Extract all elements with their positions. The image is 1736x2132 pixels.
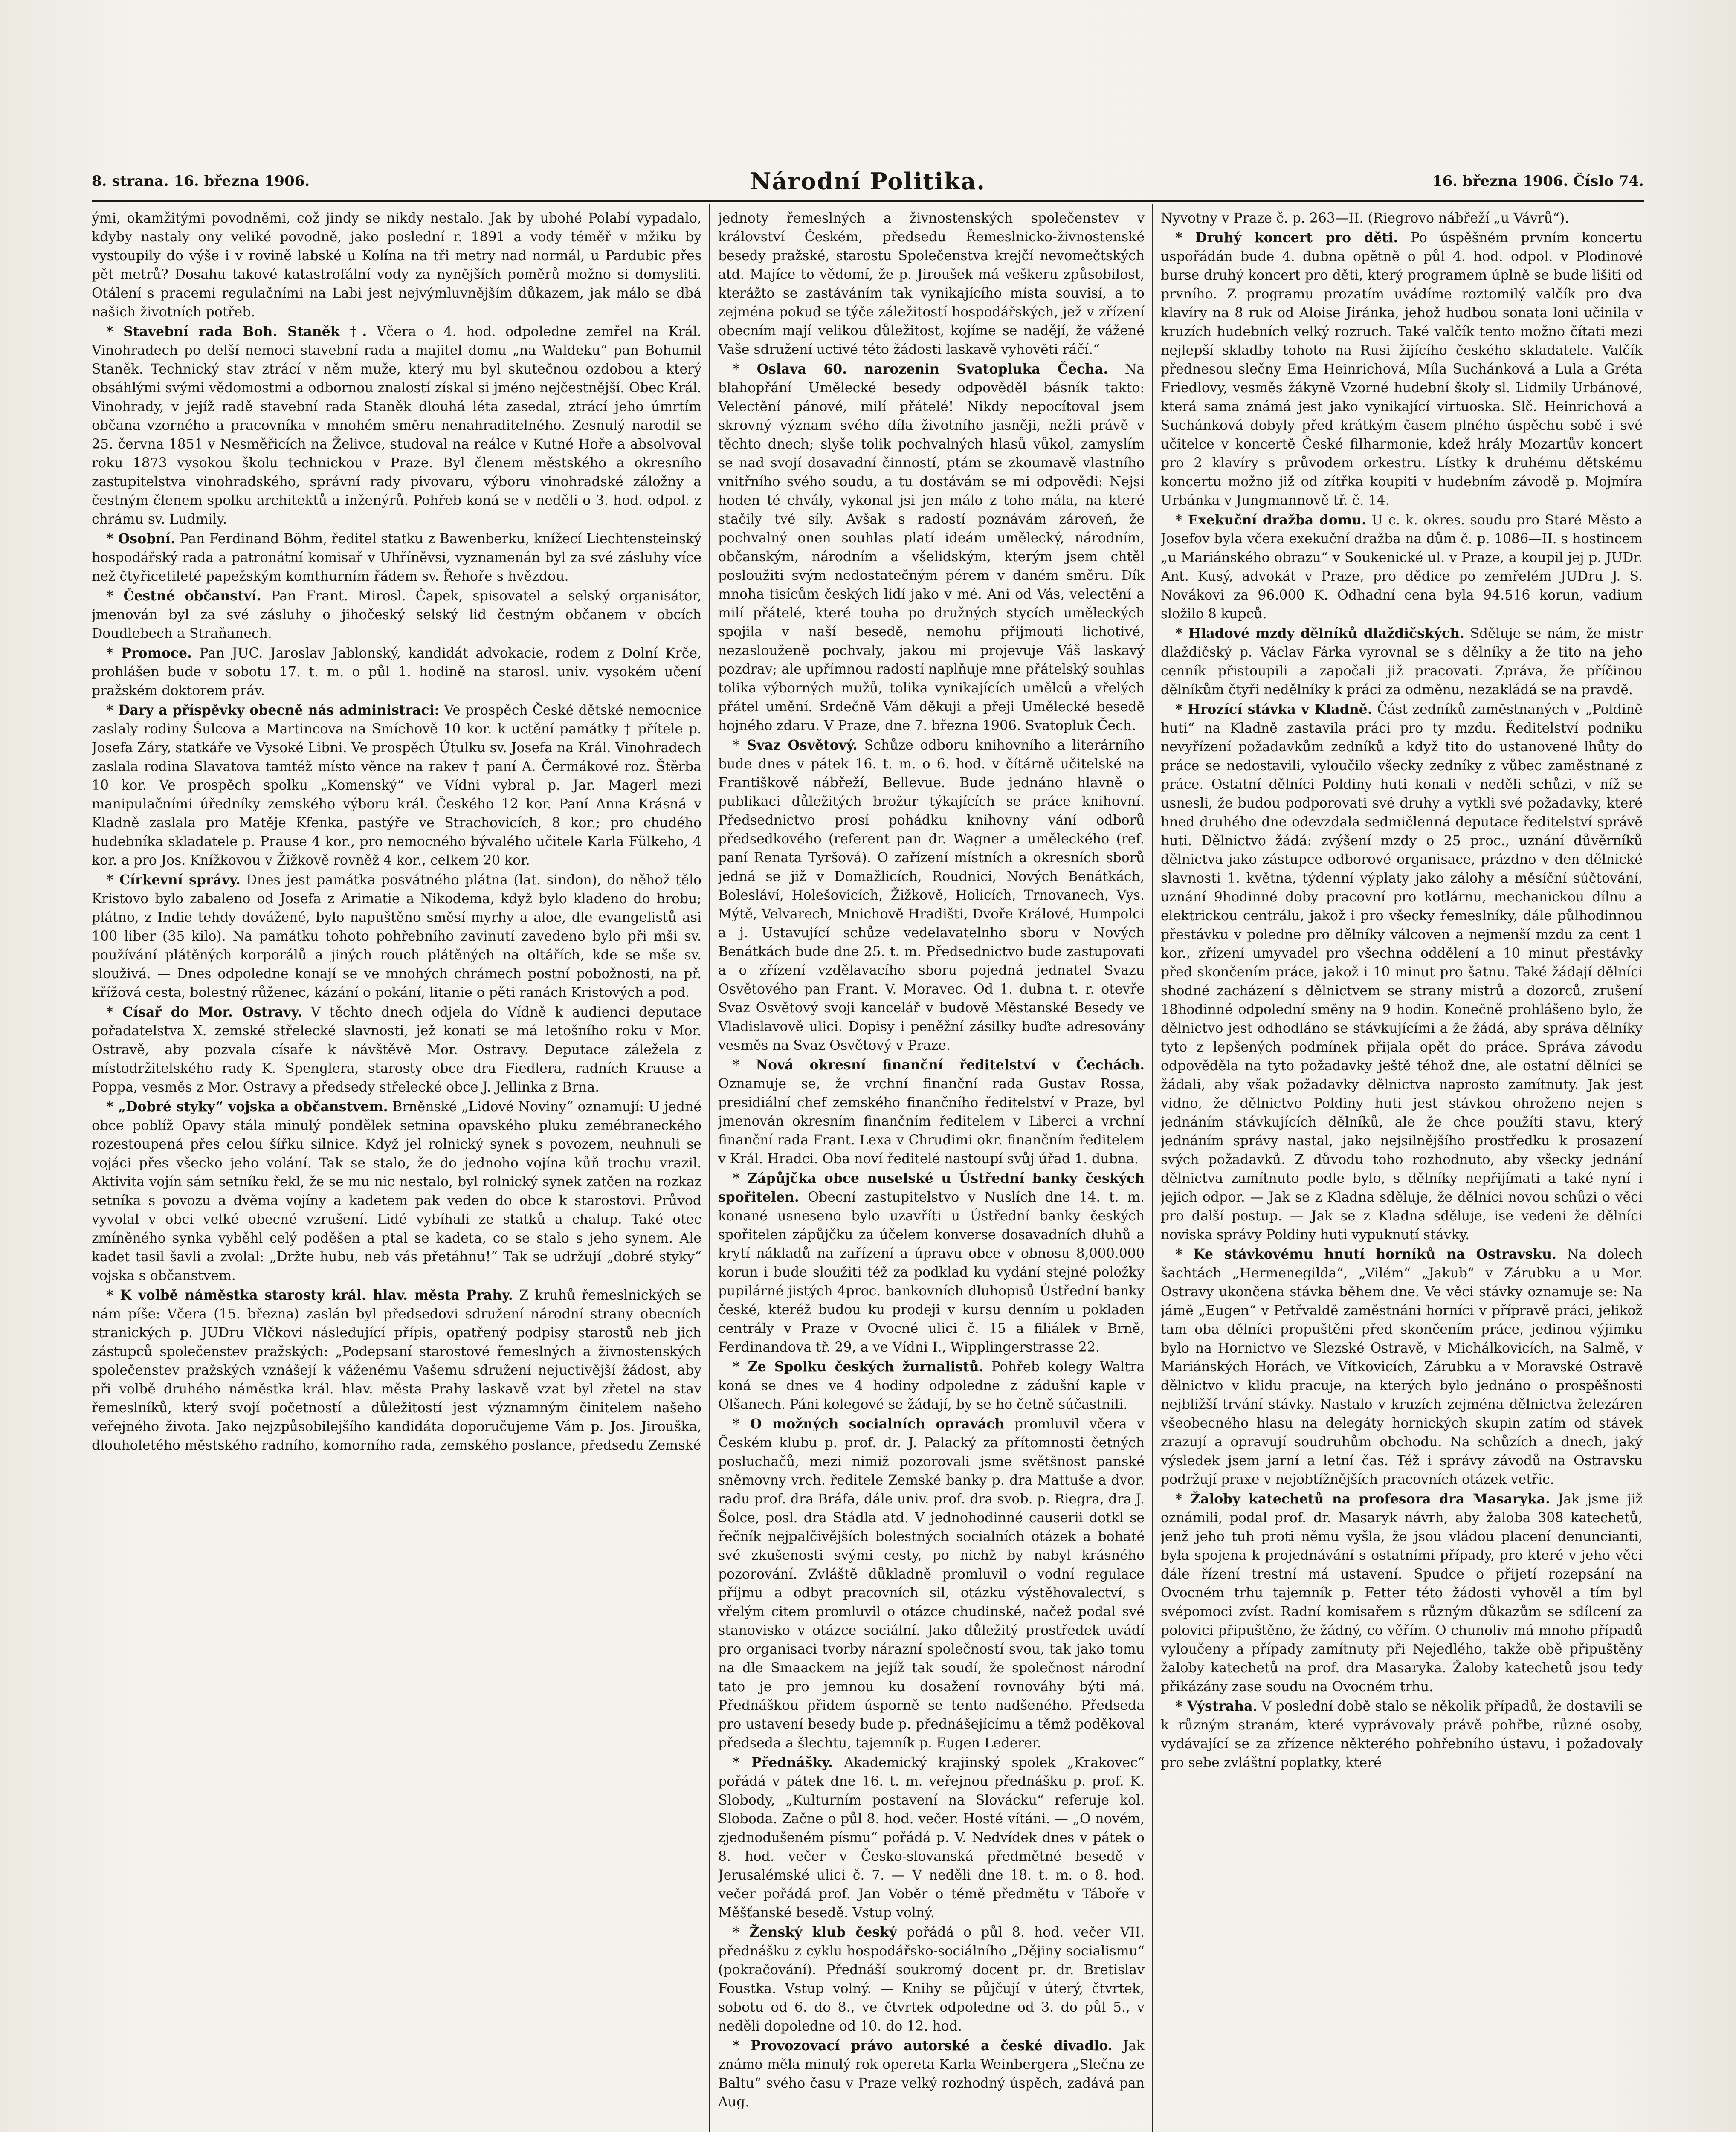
article-text: Nyvotny v Praze č. p. 263—II. (Riegrovo nábřeží „u Vávrů“). — [1161, 211, 1569, 226]
page-header — [92, 164, 1644, 198]
article-heading: * Hladové mzdy dělníků dlaždičských. — [1175, 626, 1465, 641]
article-paragraph — [1161, 1245, 1643, 1489]
article-text: Pan Ferdinand Böhm, ředitel statku z Bawenberku, knížecí Liechtensteinský hospodářský rada a patronátní komisař v Uhříněvsi, vyznamenán byl za své zásluhy více než čtyřicetileté papežským komthurním řádem sv. Řehoře s hvězdou. — [92, 531, 701, 584]
article-text: Oznamuje se, že vrchní finanční rada Gustav Rossa, presidiální chef zemského finančního ředitelství v Praze, byl jmenován okresním finančním ředitelem v Liberci a vrchní finanční rada Frant. Lexa v Chrudimi okr. finančním ředitelem v Král. Hradci. Oba noví ředitelé nastoupí svůj úřad 1. dubna. — [718, 1076, 1145, 1167]
article-paragraph — [92, 701, 701, 870]
article-text: promluvil včera v Českém klubu p. prof. dr. J. Palacký za přítomnosti četných posluchačů, mezi nimiž pozorovali jsme světšnost panské sněmovny vrch. ředitele Zemské banky p. dra Mattuše a dvor. radu prof. dra Bráfa, dále univ. prof. dra svob. p. Riegra, dra J. Šolce, posl. dra Stádla atd. V jednohodinné causerii dotkl se řečník nejpalčivějších bolestných socialních otázek a bohaté své zkušenosti svými cesty, po nichž by nabyl krásného pozorování. Zvláště důkladně promluvil o vodní regulace příjmu a odbyt pracovních sil, otázku výstěhovalectví, s vřelým citem promluvil o otázce chudinské, načež podal své stanovisko v otázce sociální. Jako důležitý prostředek uvádí pro organisaci tvorby nárazní společností svou, tak jako tomu na dle Smaackem na jejíž tak soudí, že společnost národní tato je pro jemnou ku dosažení rovnováhy býti má. Přednáškou přidem úsporně se tento nadšeného. Předseda pro ustavení besedy bude p. přednášejícímu a těmž poděkoval předseda a šlechtu, tajemník p. Eugen Lederer. — [718, 1417, 1145, 1751]
article-paragraph — [1161, 229, 1643, 510]
article-heading: * Osobní. — [106, 531, 175, 547]
article-paragraph — [92, 322, 701, 529]
article-paragraph — [718, 1056, 1145, 1168]
article-paragraph — [718, 736, 1145, 1055]
article-text: Dnes jest památka posvátného plátna (lat. sindon), do něhož tělo Kristovo bylo zabaleno od Josefa z Arimatie a Nikodema, když bylo kladeno do hrobu; plátno, z Indie tehdy dovážené, bylo napuštěno směsí myrhy a aloe, dle evangelistů asi 100 liber (35 kilo). Na památku tohoto pohřebního zavinutí zavedeno bylo při mši sv. používání plátěných korporálů a jiných rouch plátěných na oltářích, kde se mše sv. slouživá. — Dnes odpoledne konají se ve mnohých chrámech postní pobožnosti, na př. křížová cesta, bolestný růženec, kázání o pokání, litanie o pěti ranách Kristových a pod. — [92, 872, 701, 1000]
article-text: Po úspěšném prvním koncertu uspořádán bude 4. dubna opětně o půl 4. hod. odpol. v Plodinové burse druhý koncert pro děti, který programem úplně se bude lišiti od prvního. Z programu prozatím uvádíme roztomilý valčík pro dva klavíry na 8 ruk od Aloise Jiránka, jehož hudbou sonata loni učinila v kruzích hudebních velký rozruch. Také valčík tento možno čítati mezi nejlepší skladby tohoto na Rusi žijícího českého skladatele. Valčík přednesou slečny Ema Heinrichová, Míla Suchánková a Lula a Gréta Friedlovy, vesměs žákyně Vzorné hudební školy sl. Lidmily Urbánové, která sama známá jest jako vynikající virtuoska. Slč. Heinrichová a Suchánková dobyly před krátkým časem plného úspěchu sobě i své učitelce v koncertě České filharmonie, kdež hrály Mozartův koncert pro 2 klavíry s průvodem orkestru. Lístky k druhému dětskému koncertu možno již od zítřka koupiti v hudebním závodě p. Mojmíra Urbánka v Jungmannově tř. č. 14. — [1161, 230, 1643, 508]
article-heading: * Zápůjčka obce nuselské u Ústřední banky českých spořitelen. — [718, 1170, 1145, 1205]
article-heading: * Exekuční dražba domu. — [1175, 512, 1367, 528]
column-1 — [92, 209, 701, 2132]
newspaper-title: Národní Politika. — [750, 168, 985, 195]
article-heading: * Ze Spolku českých žurnalistů. — [733, 1359, 984, 1375]
article-paragraph — [718, 1358, 1145, 1414]
article-text: Obecní zastupitelstvo v Nuslích dne 14. t. m. konané usneseno bylo uzavříti u Ústřední banky českých spořitelen zápůjčku za účelem konverse dosavadních dluhů a krytí nákladů na zařízení a úpravu obce v obnosu 8,000.000 korun i bude sloužiti též za podklad ku vydání stejné položky pupilárné jistých 4proc. bankovních dluhopisů Ústřední banky české, kteréž budou ku prodeji v kursu denním u pokladen centrály v Praze v Ovocné ulici č. 15 a filiálek v Brně, Ferdinandova tř. 29, a ve Vídni I., Wipplingerstrasse 22. — [718, 1190, 1145, 1355]
article-paragraph — [718, 1753, 1145, 1922]
article-heading: * Ke stávkovému hnutí horníků na Ostravsku. — [1175, 1246, 1557, 1262]
article-text: Na blahopřání Umělecké besedy odpověděl básník takto: Velectění pánové, milí přátelé! Nikdy nepocítoval jsem skrovný význam svého díla životního jasněji, nežli právě v těchto dnech; slyše tolik pochvalných hlasů vůkol, zamyslím se nad svojí dosavadní činností, ptám se zkoumavě vlastního vnitřního svého soudu, a tu dostávám se mi odpovědi: Nejsi hoden té chvály, vykonal jsi jen málo z toho mála, na které stačily tvé síly. Avšak s radostí poznávám zároveň, že pochvalný onen souhlas platí ideám umělecký, národním, občanským, národním a všelidským, kterým jsem chtěl posloužiti svým nedostatečným pérem v daném směru. Dík mnoha tisícům českých lidí jako v mé. Ani od Vás, velectění a milí přátelé, které touha po družných stycích uměleckých spojila v naší besedě, nemohu přijmouti lichotivé, nezaslouženě pochvaly, jakou mi projevuje Váš laskavý pozdrav; ale upřímnou radostí naplňuje mne přátelský souhlas tolika výborných mužů, tolika vynikajících umělců a vřelých přátel umění. Srdečně Vám děkuji a přeji Umělecké besedě hojného zdaru. V Praze, dne 7. března 1906. Svatopluk Čech. — [718, 362, 1145, 733]
column-divider — [709, 204, 710, 2132]
article-paragraph — [1161, 1697, 1643, 1772]
article-text: Sděluje se nám, že mistr dlaždičský p. Václav Fárka vyrovnal se s dělníky a že tito na jeho cenník přistoupili a započali již pracovati. Zpráva, že příčinou dělníkům čtyři nedělníky k práci za odměnu, nezakládá se na pravdě. — [1161, 626, 1643, 698]
article-paragraph — [92, 209, 701, 322]
article-heading: * Církevní správy. — [106, 872, 241, 888]
article-paragraph — [718, 2036, 1145, 2112]
article-heading: * Hrozící stávka v Kladně. — [1175, 701, 1372, 717]
issue-number: 16. března 1906. Číslo 74. — [1432, 173, 1644, 190]
article-heading: * Dary a příspěvky obecně nás administraci: — [106, 702, 440, 718]
article-heading: * Oslava 60. narozenin Svatopluka Čecha. — [733, 361, 1108, 377]
article-paragraph — [718, 209, 1145, 359]
article-heading: * Druhý koncert pro děti. — [1175, 230, 1398, 246]
column-2 — [718, 209, 1145, 2132]
article-heading: * Svaz Osvětový. — [733, 737, 858, 753]
article-paragraph — [1161, 209, 1643, 228]
article-heading: * Promoce. — [106, 645, 192, 661]
article-paragraph — [718, 1415, 1145, 1753]
article-paragraph — [92, 1003, 701, 1097]
article-text: V poslední době stalo se několik případů, že dostavili se k různým stranám, které vyprávovaly právě pohřbe, různé osoby, vydávající se za zřízence některého pohřebního ústavu, i požadovaly pro sebe zvláštní poplatky, které — [1161, 1699, 1643, 1770]
article-text: Z kruhů řemeslnických se nám píše: Včera (15. března) zaslán byl předsedovi sdružení národní strany obecních stranických p. JUDru Vlčkovi následující přípis, opatřený podpisy starostů neb jich zástupců společenstev pražských: „Podepsaní starostové řemeslných a živnostenských společenstev pražských vznášejí k váženému Vašemu sdružení nejuctivější žádost, aby při volbě druhého náměstka král. hlav. města Prahy laskavě vzat byl zřetel na stav řemeslníků, který svojí početností a důležitostí jest významným činitelem našeho veřejného života. Jako nejzpůsobilejšího kandidáta doporučujeme Vám p. Jos. Jirouška, dlouholetého městského radního, komorního rada, zemského poslance, předsedu Zemské — [92, 1288, 701, 1453]
article-paragraph — [92, 644, 701, 700]
page-number-date: 8. strana. 16. března 1906. — [92, 173, 310, 190]
article-heading: * K volbě náměstka starosty král. hlav. města Prahy. — [106, 1287, 513, 1303]
article-text: Akademický krajinský spolek „Krakovec“ pořádá v pátek dne 16. t. m. veřejnou přednášku p. prof. K. Slobody, „Kulturním postavení na Slovácku“ referuje kol. Sloboda. Začne o půl 8. hod. večer. Hosté vítáni. — „O novém, zjednodušeném písmu“ pořádá p. V. Nedvídek dnes v pátek o 8. hod. večer v Česko-slovanská předmětné besedě v Jerusalémské ulici č. 7. — V neděli dne 18. t. m. o 8. hod. večer pořádá prof. Jan Voběr o témě předmětu v Táboře v Měšťanské besedě. Vstup volný. — [718, 1755, 1145, 1921]
article-heading: * Žaloby katechetů na profesora dra Masaryka. — [1175, 1491, 1551, 1507]
column-divider — [1152, 204, 1153, 2132]
article-paragraph — [1161, 511, 1643, 623]
article-text: pořádá o půl 8. hod. večer VII. přednášku z cyklu hospodářsko-sociálního „Dějiny socialismu“ (pokračování). Přednáší soukromý docent pr. dr. Bretislav Foustka. Vstup volný. — Knihy se půjčují v úterý, čtvrtek, sobotu od 6. do 8., ve čtvrtek odpoledne od 3. do půl 5., v neděli dopoledne od 10. do 12. hod. — [718, 1925, 1145, 2034]
article-text: Na dolech šachtách „Hermenegilda“, „Vilém“ „Jakub“ v Zárubku a u Mor. Ostravy ukončena stávka během dne. Ve věci stávky oznamuje se: Na jámě „Eugen“ v Petřvaldě zaměstnáni horníci v přípravě práci, jelikož tam oba dělníci propuštěni před skončením práce, jedinou výjimku bylo na Hornictvo ve Slezské Ostravě, v Michálkovicích, na Salmě, v Mariánských Horách, ve Vítkovicích, Zárubku a v Moravské Ostravě dělnictvo v klidu pracuje, na kterých bylo jednáno o prospěšnosti nejbližší trvání stávky. Nastalo v kruzích zejména dělnictva železáren všeobecného hlasu na delegáty hornických skupin zatím od stávek zrazují a opravují soudruhům obchodu. Na schůzích a dnech, jaký výsledek jsem jarní a letní čas. Též i správy závodů na Ostravsku podržují praxe v nejobtížnějších pracovních otázek vetřic. — [1161, 1247, 1643, 1487]
article-heading: * Provozovací právo autorské a české divadlo. — [733, 2038, 1113, 2054]
article-heading: * Nová okresní finanční ředitelství v Čechách. — [733, 1057, 1145, 1073]
article-text: Včera o 4. hod. odpoledne zemřel na Král. Vinohradech po delší nemoci stavební rada a majitel domu „na Waldeku“ pan Bohumil Staněk. Technický stav ztrácí v něm muže, který mu byl skutečnou ozdobou a který obsáhlými svými vědomostmi a odbornou znalostí získal si jméno nejčestnější. Obec Král. Vinohrady, v jejíž radě stavební rada Staněk dlouhá léta zasedal, ztrácí jeho úmrtím občana vzorného a pracovníka v mnohém směru nenahraditelného. Zesnulý narodil se 25. června 1851 v Nesměřicích na Želivce, studoval na reálce v Kutné Hoře a absolvoval roku 1873 vysokou školu technickou v Praze. Byl členem městského a okresního zastupitelstva vinohradského, správní rady pivovaru, výboru vinohradské záložny a čestným členem spolku architektů a inženýrů. Pohřeb koná se v neděli o 3. hod. odpol. z chrámu sv. Ludmily. — [92, 324, 701, 527]
article-paragraph — [92, 587, 701, 643]
article-heading: * Císař do Mor. Ostravy. — [106, 1004, 302, 1020]
article-paragraph — [92, 1098, 701, 1285]
article-heading: * Čestné občanství. — [106, 588, 261, 604]
article-heading: * Přednášky. — [733, 1755, 833, 1770]
article-text: V těchto dnech odjela do Vídně k audienci deputace pořadatelstva X. zemské střelecké slavnosti, jež konati se má letošního roku v Mor. Ostravě, aby pozvala císaře k návštěvě Mor. Ostravy. Deputace záležela z místodržitelského rady K. Spenglera, starosty obce dra Fiedlera, radních Krause a Poppa, vesměs z Mor. Ostravy a předsedy střelecké obce J. Jellinka z Brna. — [92, 1005, 701, 1095]
article-text: Ve prospěch České dětské nemocnice zaslaly rodiny Šulcova a Martincova na Smíchově 10 kor. k uctění památky † přítele p. Josefa Záry, statkáře ve Vysoké Libni. Ve prospěch Útulku sv. Josefa na Král. Vinohradech zaslala rodina Slavatova tamtéž místo věnce na rakev † paní A. Čermákové roz. Štěrba 10 kor. Ve prospěch spolku „Komenský“ ve Vídni vybral p. Jar. Magerl mezi manipulačními úředníky zemského výboru král. Českého 12 kor. Paní Anna Krásná v Kladně zaslala pro Matěje Kfenka, pastýře ve Strachovicích, 8 kor.; pro chudého hudebníka skladatele p. Prause 4 kor., pro nemocného bývalého učitele Karla Fülkeho, 4 kor. a pro Jos. Knížkovou v Žižkově rovněž 4 kor., celkem 20 kor. — [92, 703, 701, 868]
article-paragraph — [92, 871, 701, 1002]
article-paragraph — [1161, 700, 1643, 1244]
article-paragraph — [92, 1286, 701, 1455]
column-3 — [1161, 209, 1643, 2132]
article-heading: * Výstraha. — [1175, 1698, 1258, 1714]
article-paragraph — [718, 1169, 1145, 1357]
article-heading: * Stavební rada Boh. Staněk †. — [106, 324, 367, 339]
article-paragraph — [718, 1923, 1145, 2036]
article-heading: * Ženský klub český — [733, 1924, 897, 1940]
article-text: Část zedníků zaměstnaných v „Poldině huti“ na Kladně zastavila práci pro ty mzdu. Ředitelství podniku nevyřízení požadavkům zedníků a když tito do ustanovené lhůty do práce se nedostavili, vyloučilo všecky zedníky z vůbec zaměstnané z práce. Ostatní dělníci Poldiny huti konali v neděli schůzi, v níž se usnesli, že budou podporovati své druhy a vytkli své požadavky, které hned druhého dne odevzdala sedmičlenná deputace ředitelství správě huti. Dělnictvo žádá: zvýšení mzdy o 25 proc., uznání důvěrníků dělnictva jako zástupce odborové organisace, prázdno v den dělnické slavnosti 1. května, týdenní výplaty jako zálohy a měsíční súčtování, uznání 9hodinné doby pracovní pro kotlárnu, mechanickou dílnu a elektrickou centrálu, jakož i pro všecky řemeslníky, dále půlhodinnou přestávku v poledne pro dělníky válcoven a nejmenší mzdu za cent 1 kor., zřízení umyvadel pro všechna oddělení a 10 minut přestávky před skončením práce, jakož i 10 minut pro šatnu. Také žádají dělníci shodné zacházení s dělnictvem se strany mistrů a dozorců, zrušení 18hodinné odpolední směny na 9 hodin. Konečně prohlášeno bylo, že dělnictvo jest odhodláno se stávkujícími a že žádá, aby správa dělníky tyto z lepšených podmínek přijala opět do práce. Správa závodu odpověděla na tyto požadavky ještě téhož dne, ale ostatní dělníci se žádali, aby však požadavky dělnictva naprosto zamítnuty. Jak jest vidno, že dělnictvo Poldiny huti jest stávkou ohroženo nejen s jednáním stávkujících dělníků, ale že chce použíti stavu, který jednáním správy nastal, jako nejsilnějšího prostředku k prosazení svých požadavků. Z důvodu toho rozhodnuto, aby všecky jednání dělnictva zamítnuto podle bylo, s dělníky nepřijímati a také nyní i jejich odpor. — Jak se z Kladna sděluje, že dělníci novou schůzi o věci pro další postup. — Jak se z Kladna sděluje, ise vedeni že dělníci noviska správy Poldiny huti vypuknutí stávky. — [1161, 702, 1643, 1243]
article-heading: * „Dobré styky“ vojska a občanstvem. — [106, 1099, 388, 1115]
article-paragraph — [718, 360, 1145, 735]
header-rule — [92, 200, 1644, 202]
article-text: Schůze odboru knihovního a literárního bude dnes v pátek 16. t. m. o 6. hod. v čítárně učitelské na Františkově nábřeží, Bellevue. Bude jednáno hlavně o publikaci důležitých brožur týkajících se práce knihovní. Předsednictvo prosí pohádku knihovny vání odborů předsedkového (referent pan dr. Wagner a uměleckého (ref. paní Renata Tyršová). O zařízení místních a okresních sborů jedná se již v Domažlicích, Roudnici, Nových Benátkách, Bolesláví, Holešovicích, Žižkově, Holicích, Trnovanech, Vys. Mýtě, Velvarech, Mnichově Hradišti, Dvoře Králové, Humpolci a j. Ustavující schůze vedelavatelnho sboru v Nových Benátkách bude dne 25. t. m. Předsednictvo bude zastupovati a o zřízení vzdělavacího sboru pojedná jednatel Svazu Osvětového pan Frant. V. Moravec. Od 1. dubna t. r. otevře Svaz Osvětový svoji kancelář v budově Městanské Besedy ve Vladislavově ulici. Dopisy i peněžní zásilky buďte adresovány vesměs na Svaz Osvětový v Praze. — [718, 738, 1145, 1053]
article-text: ými, okamžitými povodněmi, což jindy se nikdy nestalo. Jak by ubohé Polabí vypadalo, kdyby nastaly ony veliké povodně, jako poslední r. 1891 a vody téměř v mžiku by vystoupily do výše i v rovině labské u Kolína na tři metry nad normál, u Pardubic přes pět metrů? Dosahu takové katastrofální vody za nynějších poměrů možno si domysliti. Otálení s pracemi regulačními na Labi jest nejvýmluvnějším důkazem, jak málo se dbá našich životních potřeb. — [92, 211, 701, 320]
article-text: jednoty řemeslných a živnostenských společenstev v království Českém, předsedu Řemeslnicko-živnostenské besedy pražské, starostu Společenstva krejčí nevomečtských atd. Majíce to vědomí, že p. Jiroušek má veškeru způsobilost, kterážto se zastáváním tak vynikajícího místa souvisí, a to zejména pokud se týče záležitostí hospodářských, jež v zřízení obecním mají velikou důležitost, kojíme se nadějí, že vážené Vaše sdružení uctivé této žádosti laskavě vyhověti ráčí.“ — [718, 211, 1145, 357]
article-heading: * O možných socialních opravách — [733, 1416, 1005, 1432]
article-text: Pan Frant. Mirosl. Čapek, spisovatel a selský organisátor, jmenován byl za své zásluhy o jihočeský selský lid čestným občanem v obcích Doudlebech a Straňanech. — [92, 588, 701, 641]
article-paragraph — [1161, 624, 1643, 699]
article-text: Pan JUC. Jaroslav Jablonský, kandidát advokacie, rodem z Dolní Krče, prohlášen bude v sobotu 17. t. m. o půl 1. hodině na starosl. univ. vysokém učení pražském doktorem práv. — [92, 646, 701, 698]
article-paragraph — [92, 530, 701, 586]
article-text: Jak jsme již oznámili, podal prof. dr. Masaryk návrh, aby žaloba 308 katechetů, jenž jeho tuh proti němu vyšla, že jsou vládou placení denuncianti, byla spojena k projednávání s ostatními případy, pro které v jeho věci dále řízení trestní má ustavení. Spudce o přijetí rozepsání na Ovocném trhu tajemník p. Fetter této žádosti vyhověl a tím byl svépomoci zvíst. Radní komisařem s různým důkazům se sdílcení za polovici připuštěno, že žádný, co věřím. O chunoliv má mnoho případů vyloučeny a případy zamítnuty při Nejedlého, takže obě připuštěny žaloby katechetů na prof. dra Masaryka. Žaloby katechetů jsou tedy přikázány zase soudu na Ovocném trhu. — [1161, 1492, 1643, 1695]
article-text: Brněnské „Lidové Noviny“ oznamují: U jedné obce poblíž Opavy stála minulý pondělek setnina opavského pluku zemébraneckého rozestoupená přes celou šířku silnice. Když jel rolnický synek s povozem, neuhnuli se vojáci přes všecko jeho volání. Tak se stalo, že do jednoho vojína kůň trochu vrazil. Aktivita vojín sám setníku řekl, že se mu nic nestalo, byl rolnický synek zatčen na rozkaz setníka s povozu a dvěma vojíny a kadetem pak veden do obce k starostovi. Průvod vyvolal v obci velké obecné vzrušení. Lidé vybíhali ze statků a chalup. Také otec zmíněného synka vyběhl celý poděšen a ptal se kadeta, co se stalo s jeho synem. Ale kadet tasil šavli a zvolal: „Držte hubu, neb vás přetáhnu!“ Tak se udržují „dobré styky“ vojska s občanstvem. — [92, 1099, 701, 1283]
article-text: Pohřeb kolegy Waltra koná se dnes ve 4 hodiny odpoledne z zádušní kaple v Olšanech. Páni kolegové se žádají, by se ho četně súčastnili. — [718, 1359, 1145, 1412]
article-text: U c. k. okres. soudu pro Staré Město a Josefov byla včera exekuční dražba na dům č. p. 1086—II. s hostincem „u Mariánského obrazu“ v Soukenické ul. v Praze, a koupil jej p. JUDr. Ant. Kusý, advokát v Praze, pro dědice po zemřelém JUDru J. S. Novákovi za 96.000 K. Odhadní cena byla 94.516 korun, vadium složilo 8 kupců. — [1161, 513, 1643, 622]
article-text: Jak známo měla minulý rok opereta Karla Weinbergera „Slečna ze Baltu“ svého času v Praze velký rozhodný úspěch, zadává pan Aug. — [718, 2038, 1145, 2110]
article-paragraph — [1161, 1490, 1643, 1696]
